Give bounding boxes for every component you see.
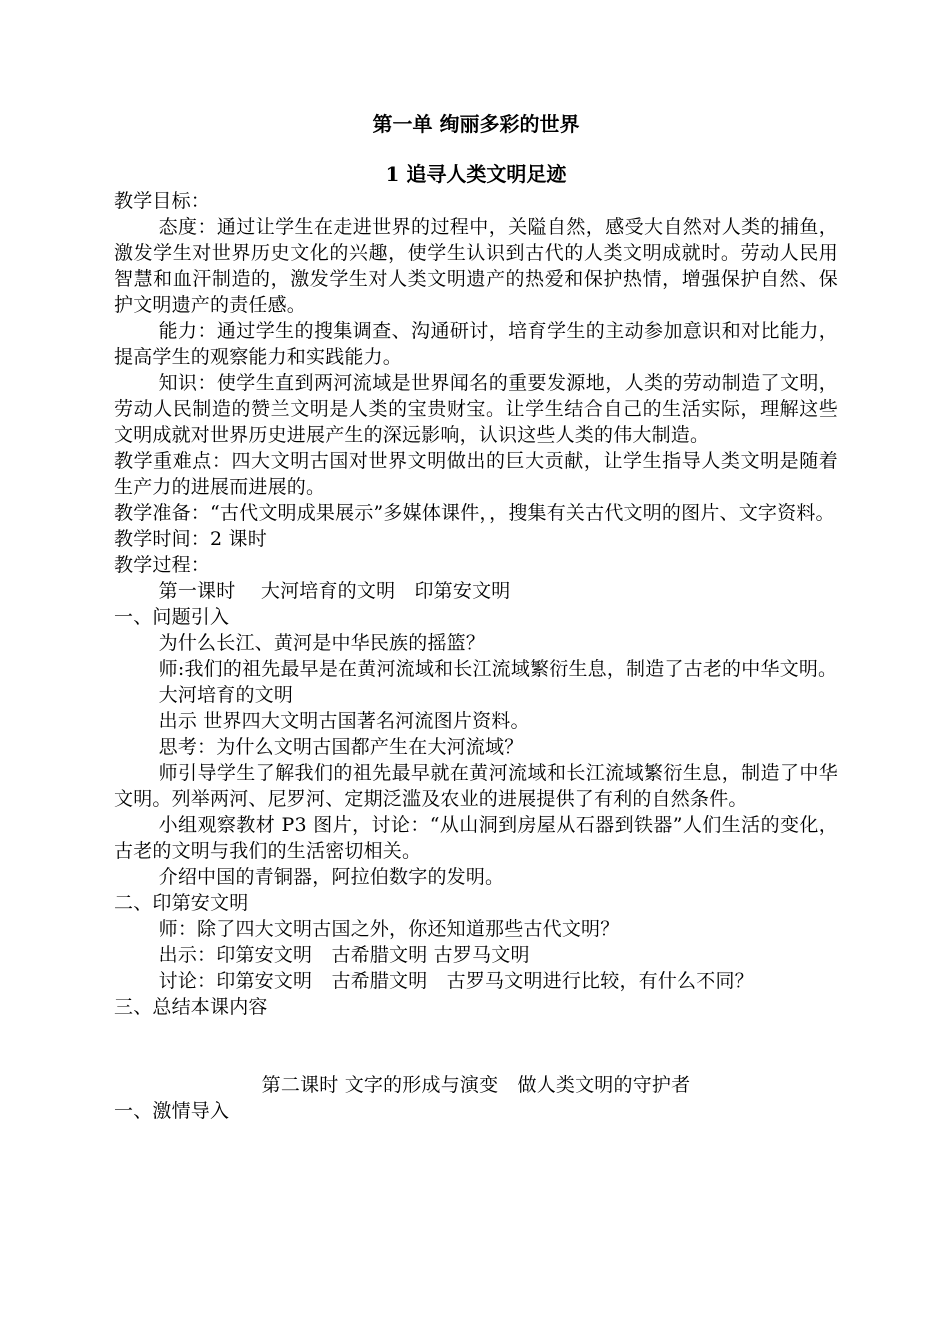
section-heading-intro: 一、激情导入 <box>114 1100 230 1122</box>
paragraph-ability: 能力：通过学生的搜集调查、沟通研讨，培育学生的主动参加意识和对比能力，提高学生的观察能力和实践能力。 <box>114 320 838 368</box>
paragraph-river-civilization: 大河培育的文明 <box>158 684 294 706</box>
paragraph-lesson-two-heading: 第二课时 文字的形成与演变 做人类文明的守护者 <box>261 1074 691 1096</box>
paragraph-lesson-one-heading: 第一课时 大河培育的文明 印第安文明 <box>158 580 511 602</box>
unit-title: 第一单 绚丽多彩的世界 <box>372 112 580 136</box>
paragraph-bronze: 介绍中国的青铜器，阿拉伯数字的发明。 <box>158 866 505 888</box>
section-heading-indian-civilization: 二、印第安文明 <box>114 892 249 914</box>
paragraph-think: 思考：为什么文明古国都产生在大河流域？ <box>158 736 524 758</box>
paragraph-group-observe: 小组观察教材 P3 图片，讨论：“从山洞到房屋从石器到铁器”人们生活的变化，古老的文明与我们的生活密切相关。 <box>114 814 838 862</box>
section-heading-summary: 三、总结本课内容 <box>114 996 268 1018</box>
paragraph-teacher-guide: 师引导学生了解我们的祖先最早就在黄河流域和长江流域繁衍生息，制造了中华文明。列举两河、尼罗河、定期泛滥及农业的进展提供了有利的自然条件。 <box>114 762 838 810</box>
paragraph-show-materials: 出示 世界四大文明古国著名河流图片资料。 <box>158 710 530 732</box>
paragraph-preparation: 教学准备：“古代文明成果展示”多媒体课件，，搜集有关古代文明的图片、文字资料。 <box>114 502 835 524</box>
paragraph-knowledge: 知识：使学生直到两河流域是世界闻名的重要发源地，人类的劳动制造了文明，劳动人民制造的赞兰文明是人类的宝贵财宝。让学生结合自己的生活实际，理解这些文明成就对世界历史进展产生的深远影响，认识这些人类的伟大制造。 <box>114 372 838 446</box>
lesson-title: 1 追寻人类文明足迹 <box>385 162 567 186</box>
paragraph-teaching-goals: 教学目标： <box>114 190 211 212</box>
paragraph-teacher-ancestors: 师:我们的祖先最早是在黄河流域和长江流域繁衍生息，制造了古老的中华文明。 <box>158 658 838 680</box>
paragraph-show-civilizations: 出示：印第安文明 古希腊文明 古罗马文明 <box>158 944 530 966</box>
paragraph-other-civilizations: 师：除了四大文明古国之外，你还知道那些古代文明？ <box>158 918 620 940</box>
paragraph-teaching-process: 教学过程： <box>114 554 211 576</box>
paragraph-teaching-time: 教学时间：2 课时 <box>114 528 267 550</box>
paragraph-attitude: 态度：通过让学生在走进世界的过程中，关隘自然，感受大自然对人类的捕鱼，激发学生对世界历史文化的兴趣，使学生认识到古代的人类文明成就时。劳动人民用智慧和血汗制造的，激发学生对人类文明遗产的热爱和保护热情，增强保护自然、保护文明遗产的责任感。 <box>114 216 838 316</box>
section-heading-question-intro: 一、问题引入 <box>114 606 230 628</box>
paragraph-key-points: 教学重难点：四大文明古国对世界文明做出的巨大贡献，让学生指导人类文明是随着生产力的进展而进展的。 <box>114 450 838 498</box>
blank-space <box>114 1020 838 1072</box>
paragraph-question: 为什么长江、黄河是中华民族的摇篮？ <box>158 632 486 654</box>
document-body <box>114 110 838 1124</box>
paragraph-discuss: 讨论：印第安文明 古希腊文明 古罗马文明进行比较，有什么不同？ <box>158 970 754 992</box>
